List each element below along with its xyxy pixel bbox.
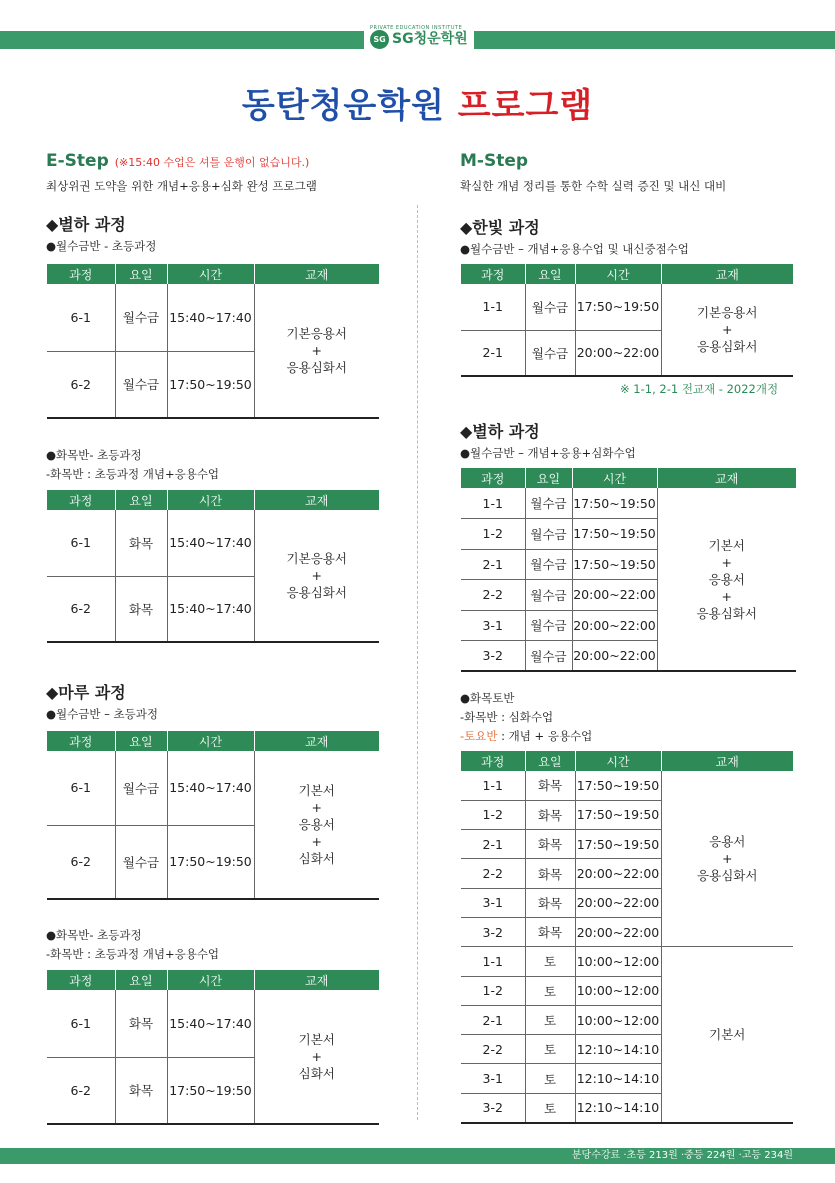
table-row: 6-2 월수금 17:50~19:50 <box>47 351 379 418</box>
table-row: 3-1 월수금 20:00~22:00 <box>461 610 796 641</box>
material-cell: 기본응용서 + 응용심화서 <box>661 284 793 376</box>
mstep-hanbit-title: ◆한빛 과정 <box>460 218 540 237</box>
table-row: 1-1 토 10:00~12:00 기본서 <box>461 947 793 976</box>
material-cell: 기본서 + 응용서 + 응용심화서 <box>657 488 796 671</box>
mstep-byeolha-class2: ●화목토반 -화목반 : 심화수업 -토요반 : 개념 + 응용수업 <box>460 691 593 743</box>
table-row: 2-1 토 10:00~12:00 <box>461 1005 793 1034</box>
estep-maru-title: ◆마루 과정 <box>46 683 126 702</box>
header-course: 과정 <box>47 264 115 284</box>
mstep-hanbit-note: ※ 1-1, 2-1 전교재 - 2022개정 <box>620 382 779 396</box>
table-row: 1-1 월수금 17:50~19:50 기본응용서 + 응용심화서 <box>461 284 793 330</box>
table-row: 1-2 월수금 17:50~19:50 <box>461 519 796 550</box>
fee-info: 분당수강료 ·초등 213원 ·중등 224원 ·고등 234원 <box>571 1150 793 1161</box>
logo-tagline: PRIVATE EDUCATION INSTITUTE <box>370 25 463 31</box>
estep-desc: 최상위권 도약을 위한 개념+응용+심화 완성 프로그램 <box>46 179 317 193</box>
table-row: 6-2 월수금 17:50~19:50 <box>47 825 379 899</box>
page-title <box>0 78 835 127</box>
table-row: 2-1 월수금 17:50~19:50 <box>461 549 796 580</box>
mstep-hanbit-class1: ●월수금반 – 개념+응용수업 및 내신중점수업 <box>460 242 689 256</box>
table-row: 3-2 월수금 20:00~22:00 <box>461 641 796 672</box>
material-cell: 기본서 <box>661 947 793 1123</box>
logo-badge: SG <box>370 30 389 49</box>
estep-maru-table2: 과정 요일 시간 교재 6-1 화목 15:40~17:40 기본서 + 심화서 6-2 화목 17:50~19:50 <box>47 970 379 1125</box>
mstep-byeolha-title: ◆별하 과정 <box>460 422 540 441</box>
table-row: 6-1 화목 15:40~17:40 기본응용서 + 응용심화서 <box>47 510 379 576</box>
table-row: 6-1 월수금 15:40~17:40 기본서 + 응용서 + 심화서 <box>47 751 379 825</box>
table-row: 2-2 화목 20:00~22:00 <box>461 859 793 888</box>
material-cell: 기본서 + 심화서 <box>254 990 379 1124</box>
table-row: 3-1 화목 20:00~22:00 <box>461 888 793 917</box>
column-divider <box>417 205 418 1120</box>
estep-title: E-Step (※15:40 수업은 셔틀 운행이 없습니다.) <box>46 151 310 171</box>
title-part1: 동탄청운학원 <box>241 86 445 126</box>
table-row: 1-2 토 10:00~12:00 <box>461 976 793 1005</box>
mstep-byeolha-class1: ●월수금반 – 개념+응용+심화수업 <box>460 446 636 460</box>
table-row: 3-2 토 12:10~14:10 <box>461 1093 793 1122</box>
mstep-byeolha-table2: 과정 요일 시간 교재 1-1 화목 17:50~19:50 응용서 + 응용심화서 1-2 화목 17:50~19:50 2-1 화목 17:50~19:50 2-2 화목 20:00~22:00 3-1 화목 20:00~22:00 3-2 화목 20:00~22:00 1-1 토 10:00~12:00 기본서 1-2 토 10:00~12:00 2-1 토 10:00~12:00 2-2 토 12:10~14:10 3-1 토 12:10~14:10 3-2 토 12:10~14:10 <box>461 751 793 1124</box>
table-row: 3-1 토 12:10~14:10 <box>461 1064 793 1093</box>
estep-byeolha-table2: 과정 요일 시간 교재 6-1 화목 15:40~17:40 기본응용서 + 응용심화서 6-2 화목 15:40~17:40 <box>47 490 379 643</box>
table-row: 6-1 화목 15:40~17:40 기본서 + 심화서 <box>47 990 379 1057</box>
estep-byeolha-title: ◆별하 과정 <box>46 215 126 234</box>
mstep-byeolha-table1: 과정 요일 시간 교재 1-1 월수금 17:50~19:50 기본서 + 응용서 + 응용심화서 1-2 월수금 17:50~19:50 2-1 월수금 17:50~19:50 2-2 월수금 20:00~22:00 3-1 월수금 20:00~22:00 3-2 월수금 20:00~22:00 <box>461 468 796 672</box>
estep-maru-table1: 과정 요일 시간 교재 6-1 월수금 15:40~17:40 기본서 + 응용서 + 심화서 6-2 월수금 17:50~19:50 <box>47 731 379 900</box>
mstep-title: M-Step <box>460 151 529 171</box>
table-row: 2-1 월수금 20:00~22:00 <box>461 330 793 376</box>
header-day: 요일 <box>115 264 167 284</box>
table-row: 2-1 화목 17:50~19:50 <box>461 830 793 859</box>
table-row: 6-1 월수금 15:40~17:40 기본응용서 + 응용심화서 <box>47 284 379 351</box>
mstep-desc: 확실한 개념 정리를 통한 수학 실력 증진 및 내신 대비 <box>460 179 727 193</box>
material-cell: 기본응용서 + 응용심화서 <box>254 510 379 642</box>
logo <box>364 27 474 51</box>
estep-note: (※15:40 수업은 셔틀 운행이 없습니다.) <box>114 156 310 169</box>
material-cell: 응용서 + 응용심화서 <box>661 771 793 947</box>
estep-maru-class1: ●월수금반 – 초등과정 <box>46 707 158 721</box>
estep-byeolha-class2: ●화목반- 초등과정 -화목반 : 초등과정 개념+응용수업 <box>46 448 220 481</box>
table-row: 1-1 월수금 17:50~19:50 기본서 + 응용서 + 응용심화서 <box>461 488 796 519</box>
table-row: 6-2 화목 15:40~17:40 <box>47 576 379 642</box>
table-row: 1-1 화목 17:50~19:50 응용서 + 응용심화서 <box>461 771 793 800</box>
estep-byeolha-class1: ●월수금반 - 초등과정 <box>46 239 157 253</box>
logo-text: SG청운학원 <box>392 31 468 47</box>
table-row: 2-2 월수금 20:00~22:00 <box>461 580 796 611</box>
estep-byeolha-table1 <box>47 264 379 419</box>
estep-maru-class2: ●화목반- 초등과정 -화목반 : 초등과정 개념+응용수업 <box>46 928 220 961</box>
title-part2: 프로그램 <box>457 86 594 126</box>
table-row: 2-2 토 12:10~14:10 <box>461 1035 793 1064</box>
material-cell: 기본응용서 + 응용심화서 <box>254 284 379 418</box>
table-row: 6-2 화목 17:50~19:50 <box>47 1057 379 1124</box>
header-time: 시간 <box>167 264 254 284</box>
table-row: 1-2 화목 17:50~19:50 <box>461 800 793 829</box>
table-row: 3-2 화목 20:00~22:00 <box>461 917 793 946</box>
header-material: 교재 <box>254 264 379 284</box>
material-cell: 기본서 + 응용서 + 심화서 <box>254 751 379 899</box>
mstep-hanbit-table: 과정 요일 시간 교재 1-1 월수금 17:50~19:50 기본응용서 + 응용심화서 2-1 월수금 20:00~22:00 <box>461 264 793 377</box>
